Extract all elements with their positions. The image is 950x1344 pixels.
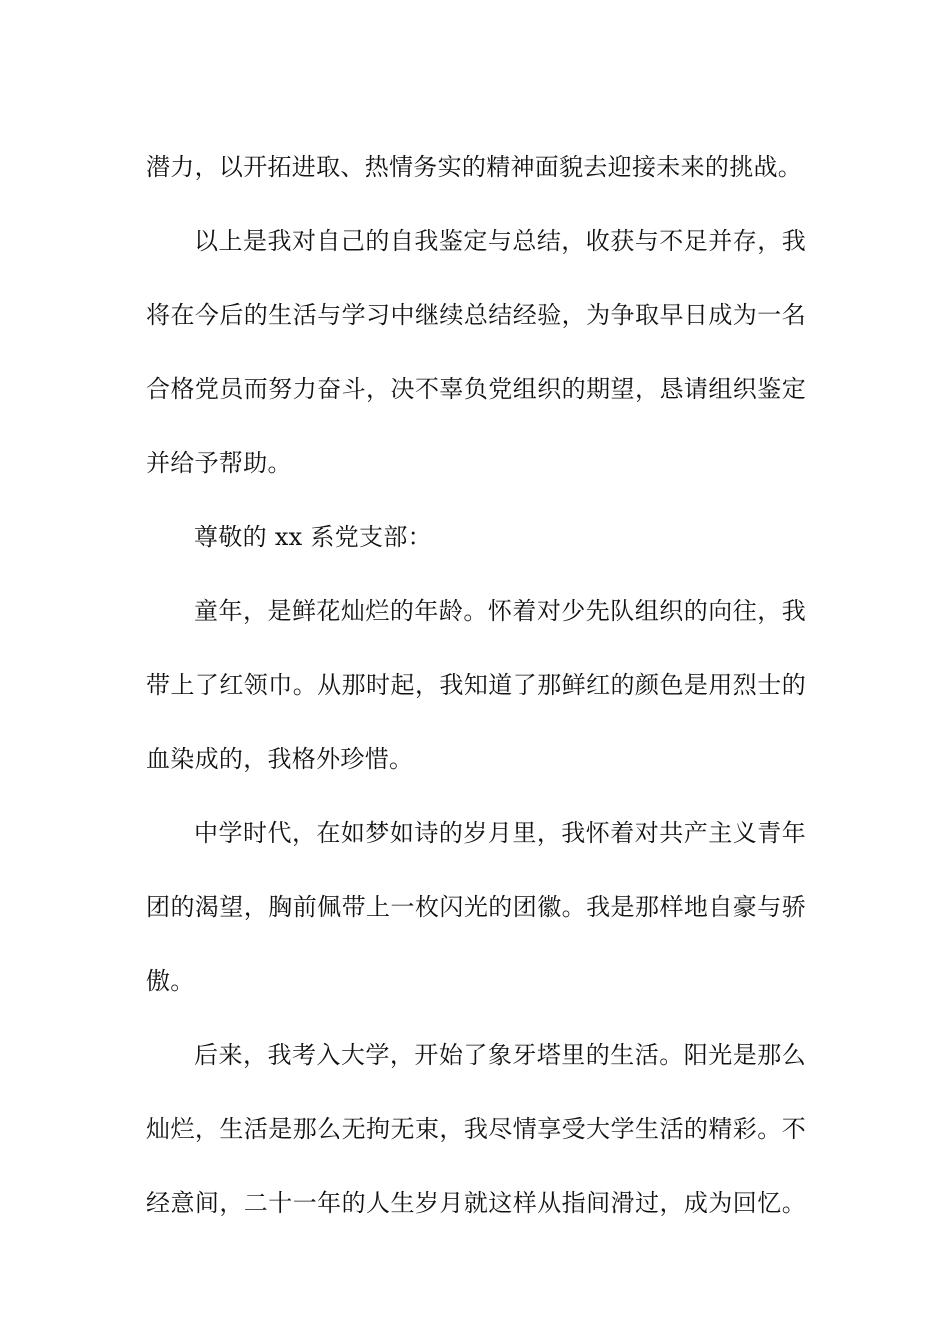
paragraph-start-line: 后来，我考入大学，开始了象牙塔里的生活。阳光是那么: [194, 1041, 806, 1069]
text-line: 带上了红领巾。从那时起，我知道了那鲜红的颜色是用烈士的: [146, 671, 806, 699]
text-line: 将在今后的生活与学习中继续总结经验，为争取早日成为一名: [146, 301, 806, 329]
paragraph-start-line: 以上是我对自己的自我鉴定与总结，收获与不足并存，我: [194, 227, 806, 255]
paragraph-start-line: 童年，是鲜花灿烂的年龄。怀着对少先队组织的向往，我: [194, 597, 806, 625]
text-line: 经意间，二十一年的人生岁月就这样从指间滑过，成为回忆。: [146, 1189, 806, 1217]
salutation-line: 尊敬的 xx 系党支部：: [194, 523, 432, 551]
text-line: 血染成的，我格外珍惜。: [146, 745, 414, 773]
text-line: 潜力，以开拓进取、热情务实的精神面貌去迎接未来的挑战。: [146, 153, 803, 181]
paragraph-start-line: 中学时代，在如梦如诗的岁月里，我怀着对共产主义青年: [194, 819, 806, 847]
text-line: 团的渴望，胸前佩带上一枚闪光的团徽。我是那样地自豪与骄: [146, 893, 806, 921]
document-body: [146, 130, 806, 1240]
text-line: 傲。: [146, 967, 195, 995]
text-line: 合格党员而努力奋斗，决不辜负党组织的期望，恳请组织鉴定: [146, 375, 806, 403]
text-line: 灿烂，生活是那么无拘无束，我尽情享受大学生活的精彩。不: [146, 1115, 806, 1143]
text-line: 并给予帮助。: [146, 449, 292, 477]
